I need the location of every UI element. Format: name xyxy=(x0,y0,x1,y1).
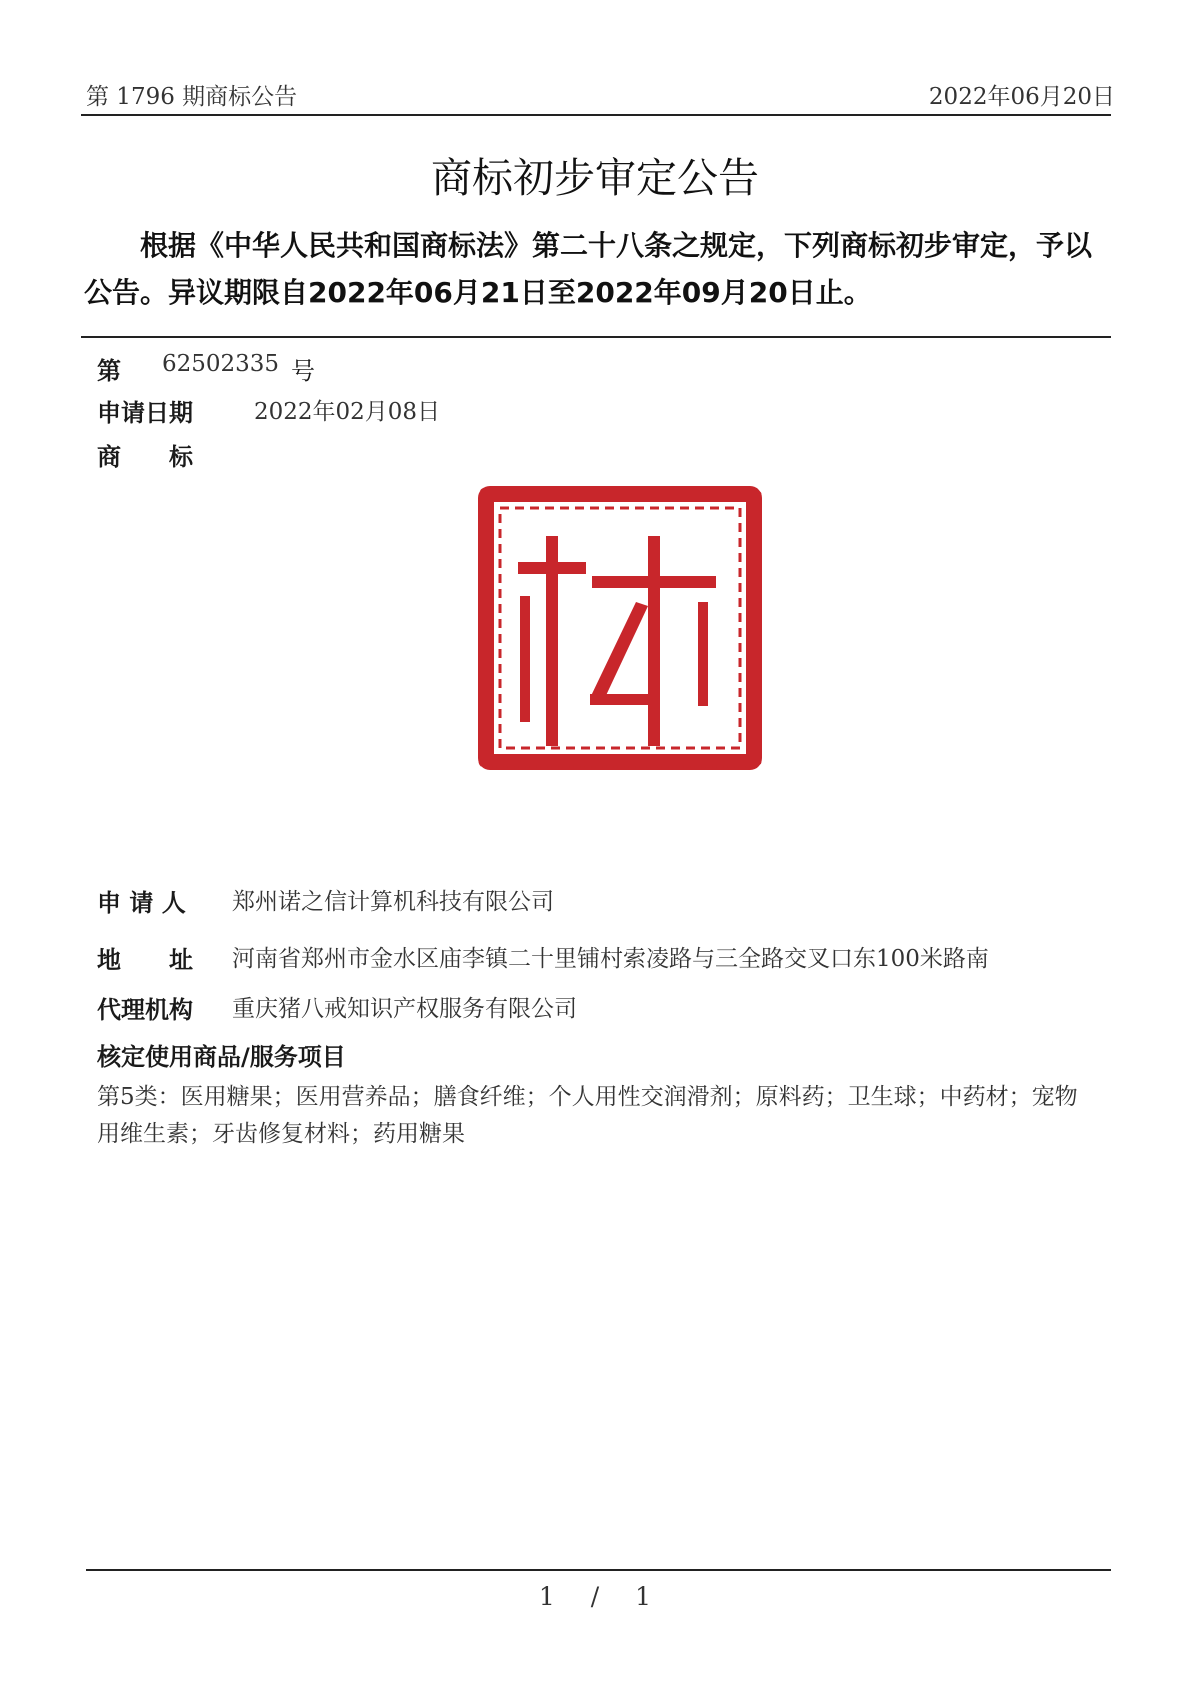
agency-value: 重庆猪八戒知识产权服务有限公司 xyxy=(232,996,577,1022)
page-title: 商标初步审定公告 xyxy=(431,154,759,202)
intro-paragraph: 根据《中华人民共和国商标法》第二十八条之规定，下列商标初步审定，予以公告。异议期限自2022年06月21日至2022年09月20日止。 xyxy=(84,229,1093,309)
publication-date: 2022年06月20日 xyxy=(928,84,1115,110)
application-date: 2022年02月08日 xyxy=(254,399,441,425)
number-prefix: 第 xyxy=(97,357,121,385)
goods-label: 核定使用商品/服务项目 xyxy=(97,1043,346,1071)
registration-number: 62502335 xyxy=(162,351,280,377)
page-total: 1 xyxy=(635,1582,652,1611)
applicant-value: 郑州诺之信计算机科技有限公司 xyxy=(232,889,554,915)
seal-stamp-icon xyxy=(476,486,766,772)
section-divider xyxy=(81,336,1111,338)
applicant-label: 申 请 人 xyxy=(97,889,186,917)
issue-number: 第 1796 期商标公告 xyxy=(86,84,298,110)
goods-list: 第5类：医用糖果；医用营养品；膳食纤维；个人用性交润滑剂；原料药；卫生球；中药材；宠物用维生素；牙齿修复材料；药用糖果 xyxy=(97,1084,1078,1147)
address-value: 河南省郑州市金水区庙李镇二十里铺村索凌路与三全路交叉口东100米路南 xyxy=(232,946,989,972)
agency-label: 代理机构 xyxy=(97,996,193,1024)
address-label: 地 址 xyxy=(97,946,193,974)
number-suffix: 号 xyxy=(291,357,315,385)
trademark-image xyxy=(476,486,766,772)
page-indicator xyxy=(0,1582,1190,1611)
footer-divider xyxy=(86,1569,1111,1571)
trademark-label: 商 标 xyxy=(97,443,193,471)
page-separator: / xyxy=(590,1582,600,1611)
header-divider xyxy=(81,114,1111,116)
page-current: 1 xyxy=(538,1582,555,1611)
application-date-label: 申请日期 xyxy=(97,399,193,427)
